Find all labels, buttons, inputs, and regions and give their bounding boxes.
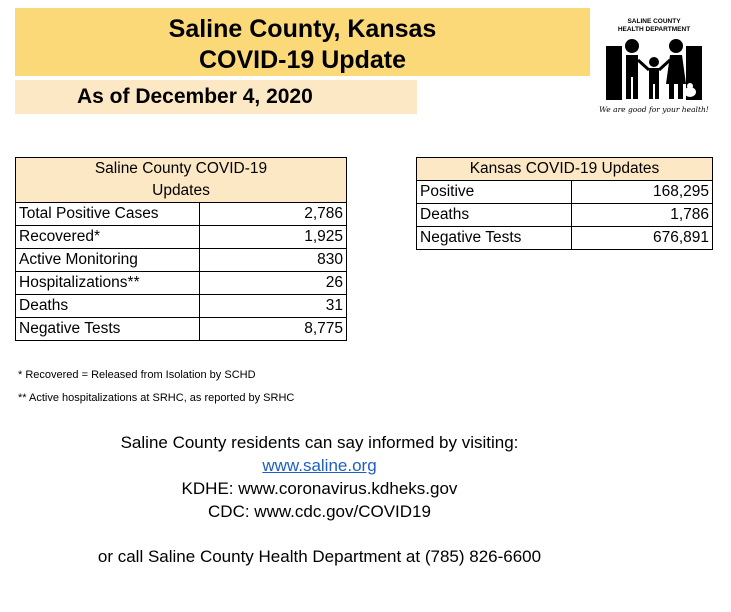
table-row <box>16 226 347 249</box>
title-banner <box>15 8 590 76</box>
saline-county-table <box>15 157 347 341</box>
row-value: 26 <box>200 272 347 295</box>
date-banner <box>15 80 417 114</box>
info-cdc: CDC: www.cdc.gov/COVID19 <box>208 502 431 521</box>
page-subtitle: COVID-19 Update <box>199 46 406 74</box>
row-label: Hospitalizations** <box>16 272 200 295</box>
info-kdhe: KDHE: www.coronavirus.kdheks.gov <box>181 479 458 498</box>
row-label: Total Positive Cases <box>16 203 200 226</box>
logo-name <box>594 18 714 34</box>
table-row <box>16 249 347 272</box>
saline-website-link[interactable]: www.saline.org <box>262 456 377 475</box>
row-label: Deaths <box>16 295 200 318</box>
row-value: 830 <box>200 249 347 272</box>
table-row <box>16 318 347 341</box>
info-intro: Saline County residents can say informed by visiting: <box>120 433 519 452</box>
row-label: Negative Tests <box>417 227 572 250</box>
table-row <box>417 227 713 250</box>
footnote-recovered: * Recovered = Released from Isolation by SCHD <box>18 369 256 381</box>
saline-table-header <box>16 158 347 203</box>
info-link-line <box>0 456 685 476</box>
footnote-hospitalizations: ** Active hospitalizations at SRHC, as reported by SRHC <box>18 392 295 404</box>
logo-name-line2: HEALTH DEPARTMENT <box>617 26 691 33</box>
table-row <box>16 203 347 226</box>
row-value: 1,925 <box>200 226 347 249</box>
page-title: Saline County, Kansas <box>168 15 437 43</box>
info-call: or call Saline County Health Department at (785) 826-6600 <box>97 547 542 566</box>
row-value: 676,891 <box>572 227 713 250</box>
row-label: Positive <box>417 181 572 204</box>
row-value: 2,786 <box>200 203 347 226</box>
update-date: As of December 4, 2020 <box>77 85 313 108</box>
row-value: 1,786 <box>572 204 713 227</box>
row-label: Deaths <box>417 204 572 227</box>
logo-slogan: We are good for your health! <box>599 105 709 114</box>
health-department-logo <box>594 12 714 122</box>
kansas-table <box>416 157 713 250</box>
logo-name-line1: SALINE COUNTY <box>627 18 681 25</box>
row-label: Recovered* <box>16 226 200 249</box>
saline-table-title-line1: Saline County COVID-19 <box>94 160 268 177</box>
table-row <box>417 204 713 227</box>
family-icon <box>606 36 702 104</box>
row-label: Negative Tests <box>16 318 200 341</box>
row-value: 168,295 <box>572 181 713 204</box>
row-label: Active Monitoring <box>16 249 200 272</box>
table-row <box>16 272 347 295</box>
table-row <box>417 181 713 204</box>
row-value: 8,775 <box>200 318 347 341</box>
kansas-table-header: Kansas COVID-19 Updates <box>417 158 713 181</box>
saline-table-title-line2: Updates <box>152 182 210 199</box>
table-row <box>16 295 347 318</box>
row-value: 31 <box>200 295 347 318</box>
